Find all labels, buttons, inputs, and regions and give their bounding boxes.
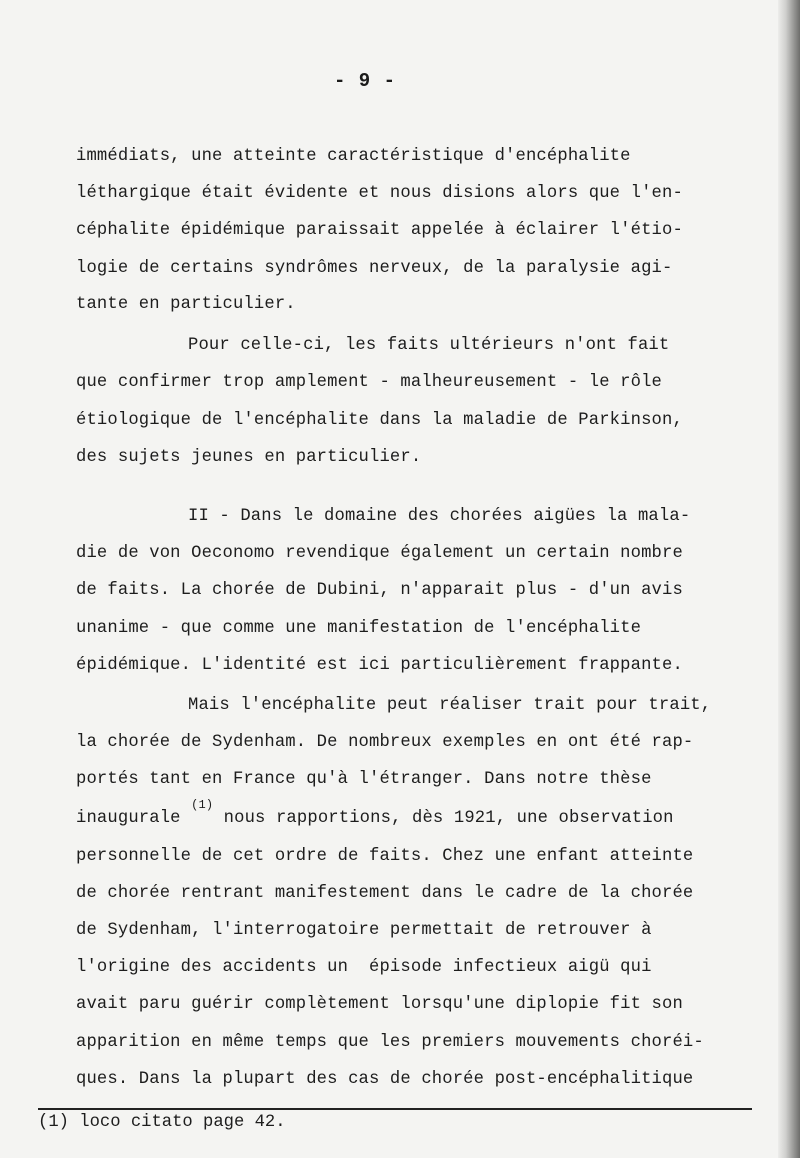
text-line-with-footnote [76, 798, 674, 830]
text-line: de faits. La chorée de Dubini, n'apparait plus - d'un avis [76, 581, 683, 600]
text-line: die de von Oeconomo revendique également un certain nombre [76, 544, 683, 563]
text-line: logie de certains syndrômes nerveux, de la paralysie agi- [76, 259, 673, 278]
text-line: unanime - que comme une manifestation de l'encéphalite [76, 619, 642, 638]
text-line: apparition en même temps que les premiers mouvements choréi- [76, 1033, 704, 1052]
text-line: étiologique de l'encéphalite dans la maladie de Parkinson, [76, 411, 683, 430]
text-line: de Sydenham, l'interrogatoire permettait de retrouver à [76, 921, 652, 940]
text-line: ques. Dans la plupart des cas de chorée post-encéphalitique [76, 1070, 694, 1089]
text-line: II - Dans le domaine des chorées aigües la mala- [188, 507, 691, 526]
text-segment: nous rapportions, dès 1921, une observation [213, 809, 674, 828]
footnote: (1) loco citato page 42. [38, 1113, 286, 1132]
text-line: personnelle de cet ordre de faits. Chez une enfant atteinte [76, 847, 694, 866]
footnote-reference: (1) [191, 798, 214, 812]
text-line: léthargique était évidente et nous disions alors que l'en- [76, 184, 683, 203]
text-line: la chorée de Sydenham. De nombreux exemples en ont été rap- [76, 733, 694, 752]
text-line: Mais l'encéphalite peut réaliser trait pour trait, [188, 696, 712, 715]
text-line: de chorée rentrant manifestement dans le cadre de la chorée [76, 884, 694, 903]
page-number: - 9 - [333, 70, 396, 92]
text-line: céphalite épidémique paraissait appelée à éclairer l'étio- [76, 221, 683, 240]
text-line: que confirmer trop amplement - malheureusement - le rôle [76, 373, 662, 392]
text-line: avait paru guérir complètement lorsqu'une diplopie fit son [76, 995, 683, 1014]
text-line: portés tant en France qu'à l'étranger. Dans notre thèse [76, 770, 652, 789]
text-segment: inaugurale [76, 809, 181, 828]
text-line: immédiats, une atteinte caractéristique d'encéphalite [76, 147, 631, 166]
footnote-divider [38, 1108, 752, 1110]
text-line: tante en particulier. [76, 295, 296, 314]
text-line: épidémique. L'identité est ici particulièrement frappante. [76, 656, 683, 675]
text-line: des sujets jeunes en particulier. [76, 448, 422, 467]
scan-edge-shadow [778, 0, 800, 1158]
text-line: Pour celle-ci, les faits ultérieurs n'ont fait [188, 336, 670, 355]
text-line: l'origine des accidents un épisode infectieux aigü qui [76, 958, 652, 977]
